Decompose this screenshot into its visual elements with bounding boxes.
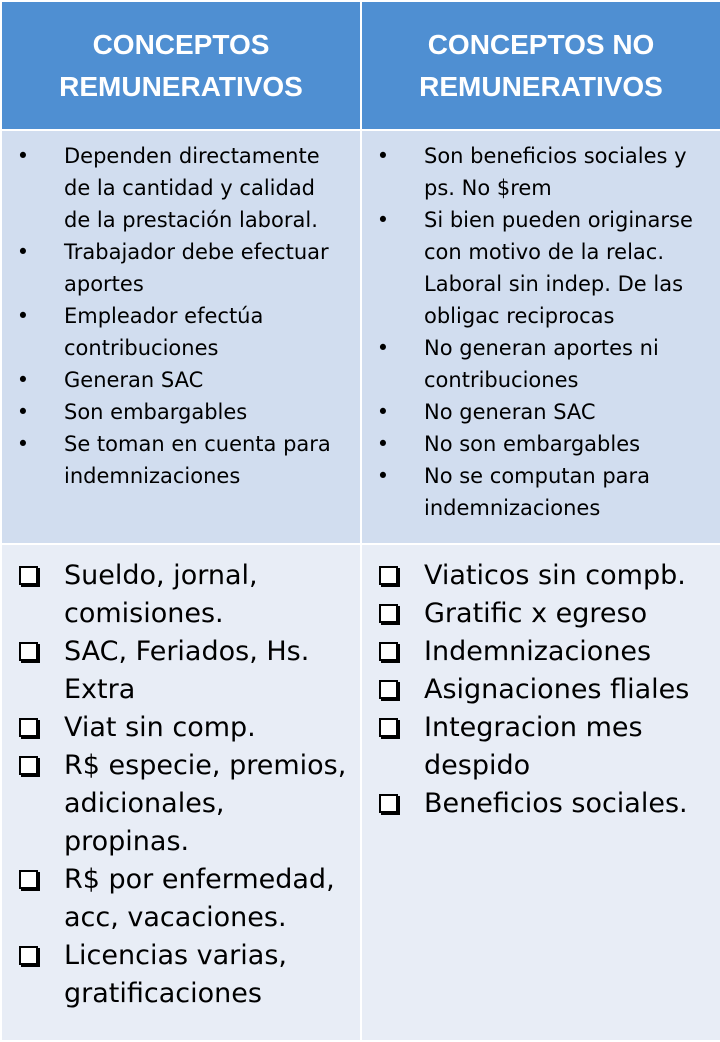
header-remunerativos: CONCEPTOS REMUNERATIVOS: [1, 1, 361, 130]
bullet-icon: •: [376, 336, 390, 360]
checkbox-icon: [19, 946, 38, 965]
list-item: Asignaciones fliales: [376, 671, 710, 709]
items-list-remunerativos: [2, 545, 360, 1013]
list-item: • Si bien pueden originarse con motivo de la relac. Laboral sin indep. De las obligac reciprocas: [376, 204, 706, 332]
features-list-remunerativos: [2, 131, 360, 492]
bullet-icon: •: [16, 144, 30, 168]
list-item: SAC, Feriados, Hs. Extra: [16, 633, 350, 709]
list-item: • No son embargables: [376, 428, 706, 460]
checkbox-icon: [19, 870, 38, 889]
items-cell-no-remunerativos: [361, 544, 720, 1041]
list-item: R$ por enfermedad, acc, vacaciones.: [16, 861, 350, 937]
header-row: [1, 1, 720, 130]
checkbox-icon: [379, 566, 398, 585]
list-item: R$ especie, premios, adicionales, propinas.: [16, 747, 350, 861]
list-item: • Son embargables: [16, 396, 346, 428]
bullet-icon: •: [16, 432, 30, 456]
items-list-no-remunerativos: [362, 545, 720, 823]
checkbox-icon: [19, 718, 38, 737]
checkbox-icon: [379, 794, 398, 813]
list-item: • No generan SAC: [376, 396, 706, 428]
bullet-icon: •: [376, 432, 390, 456]
list-item: • Son beneficios sociales y ps. No $rem: [376, 140, 706, 204]
bullet-icon: •: [376, 208, 390, 232]
bullet-icon: •: [16, 400, 30, 424]
list-item: • Generan SAC: [16, 364, 346, 396]
list-item: Gratific x egreso: [376, 595, 710, 633]
checkbox-icon: [379, 680, 398, 699]
bullet-icon: •: [376, 464, 390, 488]
list-item: • Empleador efectúa contribuciones: [16, 300, 346, 364]
bullet-icon: •: [376, 400, 390, 424]
features-row: [1, 130, 720, 544]
list-item: Sueldo, jornal, comisiones.: [16, 557, 350, 633]
checkbox-icon: [379, 604, 398, 623]
checkbox-icon: [379, 718, 398, 737]
list-item: Integracion mes despido: [376, 709, 710, 785]
bullet-icon: •: [376, 144, 390, 168]
checkbox-icon: [379, 642, 398, 661]
items-row: [1, 544, 720, 1041]
bullet-icon: •: [16, 368, 30, 392]
list-item: • No generan aportes ni contribuciones: [376, 332, 706, 396]
features-cell-no-remunerativos: [361, 130, 720, 544]
list-item: Indemnizaciones: [376, 633, 710, 671]
header-no-remunerativos: CONCEPTOS NO REMUNERATIVOS: [361, 1, 720, 130]
list-item: Viaticos sin compb.: [376, 557, 710, 595]
items-cell-remunerativos: [1, 544, 361, 1041]
bullet-icon: •: [16, 304, 30, 328]
list-item: Viat sin comp.: [16, 709, 350, 747]
list-item: • Trabajador debe efectuar aportes: [16, 236, 346, 300]
bullet-icon: •: [16, 240, 30, 264]
list-item: • No se computan para indemnizaciones: [376, 460, 706, 524]
features-cell-remunerativos: [1, 130, 361, 544]
checkbox-icon: [19, 642, 38, 661]
list-item: Beneficios sociales.: [376, 785, 710, 823]
checkbox-icon: [19, 566, 38, 585]
list-item: • Dependen directamente de la cantidad y calidad de la prestación laboral.: [16, 140, 346, 236]
checkbox-icon: [19, 756, 38, 775]
list-item: • Se toman en cuenta para indemnizaciones: [16, 428, 346, 492]
list-item: Licencias varias, gratificaciones: [16, 937, 350, 1013]
features-list-no-remunerativos: [362, 131, 720, 524]
